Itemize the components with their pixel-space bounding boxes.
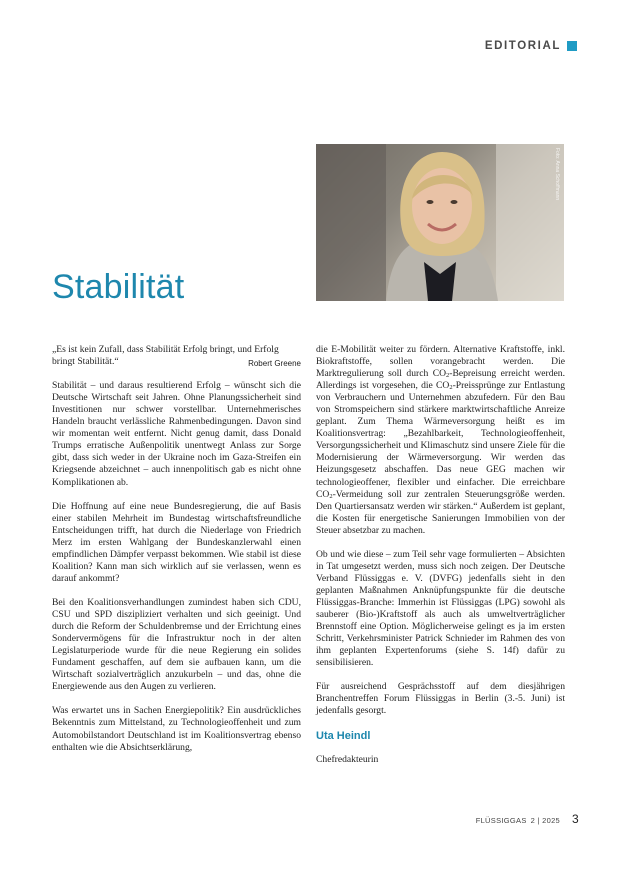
- body-paragraph: Stabilität – und daraus resultierend Erfolg – wünscht sich die Deutsche Wirtschaft seit Jahren. Ohne Planungssicherheit sind Investitionen nur schwer vorstellbar. Unternehmerisches Handeln braucht verlässliche Rahmenbedingungen. Davon sind wir momentan weit entfernt. Nicht genug damit, dass Donald Trumps erratische Außenpolitik unentwegt Anlass zur Sorge gibt, dass sich weder in der Ukraine noch im Gaza-Streifen ein Kriegsende abzeichnet – auch innenpolitisch gab es nicht ohne Komplikationen ab.: [52, 380, 301, 488]
- quote-author: Robert Greene: [248, 359, 301, 369]
- signature-name: Uta Heindl: [316, 729, 371, 742]
- section-label: [485, 40, 577, 52]
- text-run: -Preissprünge zur Entlastung von Verbrauchern und Unternehmen abzufedern. Für den Bau von Stromspeichern sind stärkere marktwirtschaftliche Anreize geplant. Zum Thema Wärmeversorgung heißt es im Koalitionsvertrag: „Bezahlbarkeit, Technologieoffenheit, Versorgungssicherheit und Klimaschutz sind unsere Ziele für die Modernisierung der Wärmeversorgung. Wir werden das Heizungsgesetz abschaffen. Das neue GEG machen wir technologieoffener, flexibler und einfacher. Die erreichbare CO: [316, 380, 565, 500]
- page-footer: [476, 812, 579, 826]
- left-column: [52, 344, 301, 766]
- author-photo: [316, 144, 564, 301]
- text-run: die E-Mobilität weiter zu fördern. Alternative Kraftstoffe, inkl. Biokraftstoffe, sollen vorangebracht werden. Die Marktregulierung soll durch CO: [316, 344, 565, 380]
- section-label-text: EDITORIAL: [484, 40, 561, 52]
- photo-credit: Foto: Anna Schoffmann: [554, 148, 560, 201]
- subscript: 2: [449, 384, 453, 392]
- right-column: [316, 344, 565, 778]
- body-paragraph: [316, 344, 565, 537]
- text-run: -Bepreisung erreicht werden. Allerdings ist vorgesehen, die CO: [316, 368, 565, 392]
- portrait-illustration: [316, 144, 564, 301]
- footer-issue: 2 | 2025: [530, 816, 561, 825]
- quote: [52, 344, 301, 368]
- footer-magazine: FLÜSSIGGAS: [475, 816, 527, 825]
- subscript: 2: [446, 372, 450, 380]
- text-run: -Vermeidung soll zur zentralen Steuerungsgröße werden. Den Quartiersansatz werden wir stärken.“ Außerdem ist geplant, die Kosten für energetische Sanierungen Immobilien von der Steuer absetzbar zu machen.: [316, 488, 565, 536]
- headline: Stabilität: [52, 268, 185, 306]
- page-number: 3: [572, 812, 579, 826]
- body-paragraph: Für ausreichend Gesprächsstoff auf dem diesjährigen Branchentreffen Forum Flüssiggas in Berlin (3.-5. Juni) ist jedenfalls gesorgt.: [316, 681, 565, 717]
- subscript: 2: [329, 492, 333, 500]
- signature-role: Chefredakteurin: [316, 753, 379, 765]
- section-square-icon: [567, 41, 577, 51]
- body-paragraph: Was erwartet uns in Sachen Energiepolitik? Ein ausdrückliches Bekenntnis zum Mittelstand, zu Technologieoffenheit und zum Automobilstandort Deutschland ist im Koalitionsvertrag ebenso enthalten wie die Absichtserklärung,: [52, 705, 301, 753]
- body-paragraph: Ob und wie diese – zum Teil sehr vage formulierten – Absichten in Tat umgesetzt werden, muss sich noch zeigen. Der Deutsche Verband Flüssiggas e. V. (DVFG) jedenfalls sieht in den geplanten Maßnahmen Anknüpfungspunkte für die deutsche Flüssiggas-Branche: Immerhin ist Flüssiggas (LPG) sowohl als sauberer (Bio-)Kraftstoff als auch als umweltverträglicher Brennstoff eine Option. Möglicherweise gelingt es ja im ersten Schritt, Verkehrsminister Patrick Schnieder im Rahmen des von ihm geplanten Expertenforums (siehe S. 14f) dafür zu sensibilisieren.: [316, 548, 565, 669]
- quote-text: „Es ist kein Zufall, dass Stabilität Erfolg bringt, und Erfolg bringt Stabilität.“: [52, 344, 279, 368]
- body-paragraph: Die Hoffnung auf eine neue Bundesregierung, die auf Basis einer stabilen Mehrheit im Bundestag wirtschaftsfreundliche Entscheidungen trifft, hat durch die Niederlage von Friedrich Merz im ersten Wahlgang der Bundeskanzlerwahl einen empfindlichen Dämpfer verpasst bekommen. Wie stabil ist diese Koalition? Kann man sich wirklich auf sie verlassen, wenn es darauf ankommt?: [52, 500, 301, 584]
- body-paragraph: Bei den Koalitionsverhandlungen zumindest haben sich CDU, CSU und SPD diszipliziert verhalten und sich geeinigt. Und durch die Reform der Schuldenbremse und der Errichtung eines Sondervermögens für die Infrastruktur noch in der alten Legislaturperiode wurde für die neue Regierung ein solides Fundament geschaffen, auf dem sie aufbauen kann, um die Wirtschaft sozialverträglich anzukurbeln – und das, ohne die Energiewende aus den Augen zu verlieren.: [52, 596, 301, 693]
